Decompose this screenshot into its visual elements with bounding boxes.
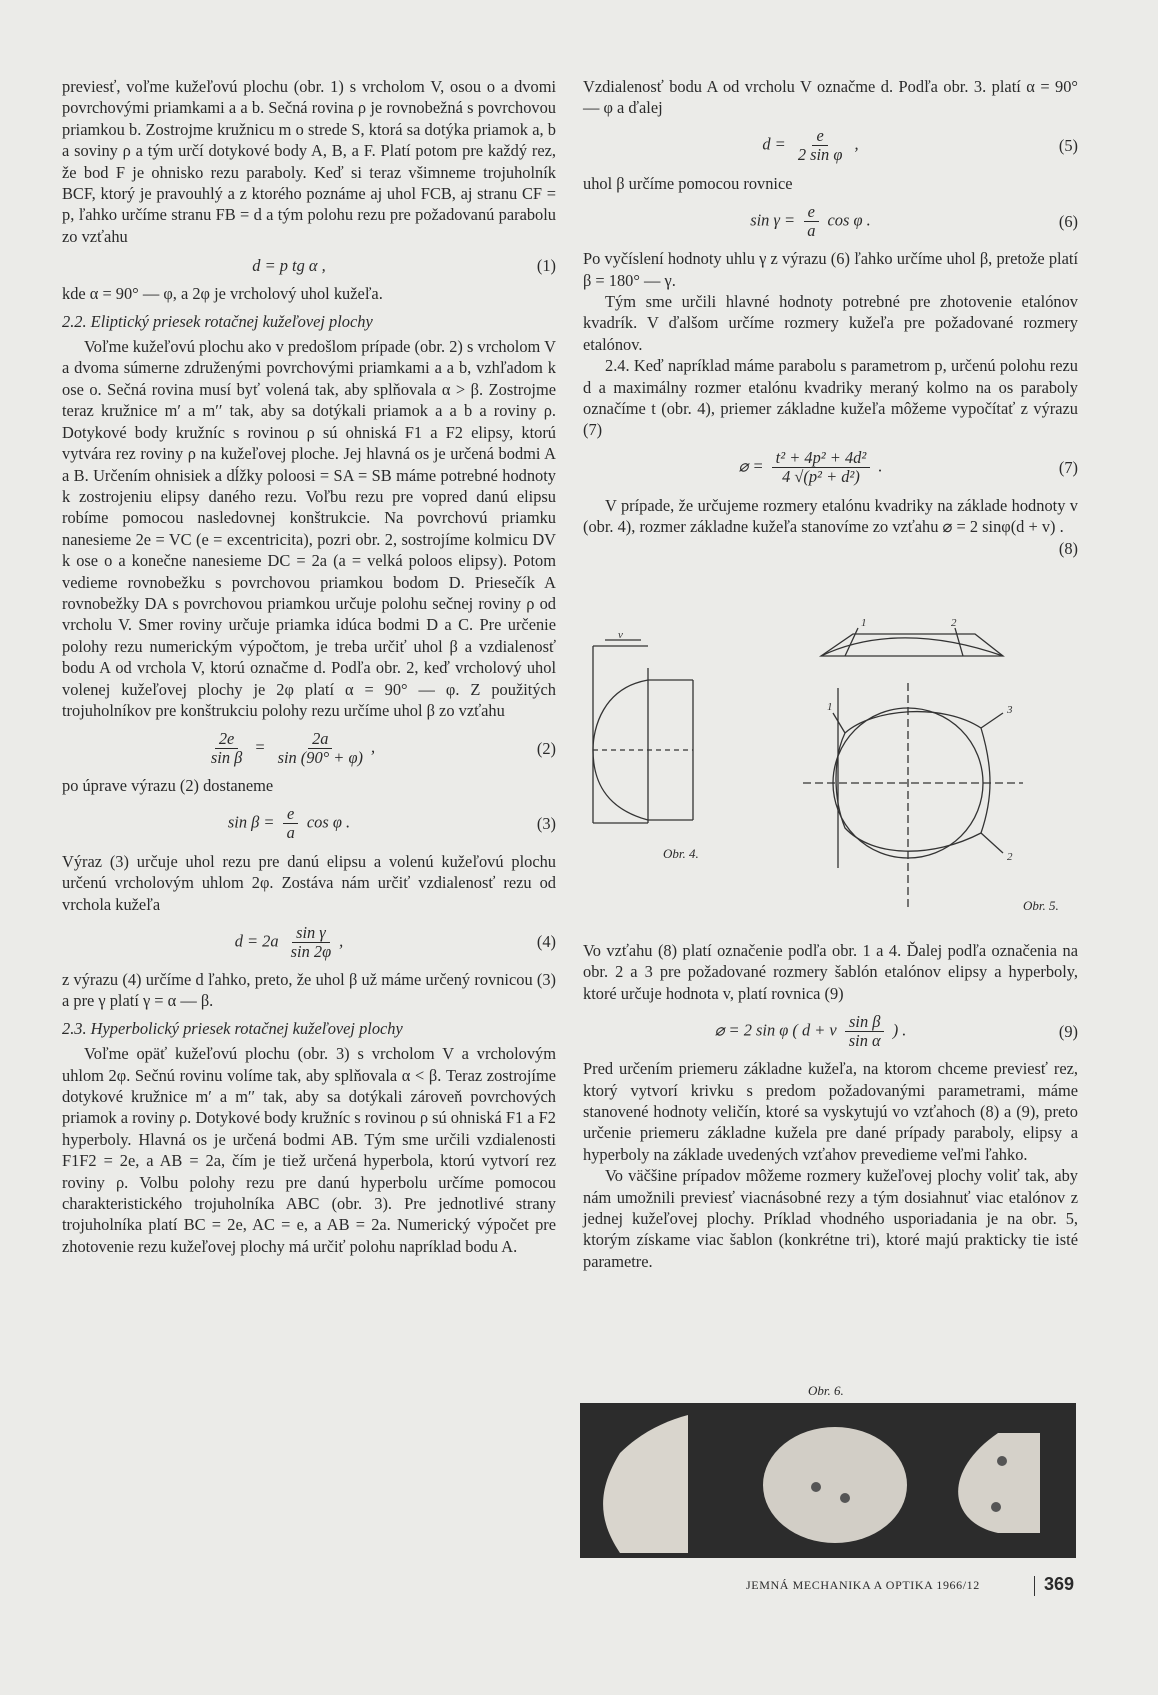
paragraph: kde α = 90° — φ, a 2φ je vrcholový uhol kužeľa. bbox=[62, 284, 383, 304]
paragraph: Vo vzťahu (8) platí označenie podľa obr. 1 a 4. Ďalej podľa označenia na obr. 2 a 3 pre požadované rozmery šablón etalónov elipsy a hyperboly, ktoré určuje hodnota v, platí rovnica (9) bbox=[583, 941, 1078, 1003]
journal-footer: JEMNÁ MECHANIKA A OPTIKA 1966/12 bbox=[746, 1578, 980, 1592]
equation-6 bbox=[583, 198, 1078, 244]
figure-label: 2 bbox=[1007, 851, 1013, 863]
equation-9 bbox=[583, 1008, 1078, 1054]
paragraph: Výraz (3) určuje uhol rezu pre danú elipsu a volenú kužeľovú plochu určenú vrcholovým uhlom 2φ. Zostáva nám určiť vzdialenosť rezu od vrchola kužeľa bbox=[62, 851, 556, 914]
right-column-bottom bbox=[583, 940, 1078, 1272]
figures-4-5 bbox=[583, 617, 1078, 918]
paragraph: Po vyčíslení hodnoty uhlu γ z výrazu (6) ľahko určíme uhol β, pretože platí β = 180° — γ. bbox=[583, 249, 1078, 290]
paragraph: 2.4. Keď napríklad máme parabolu s parametrom p, určenú polohu rezu d a maximálny rozmer etalónu kvadriky meraný kolmo na os paraboly označíme t (obr. 4), priemer základne kužeľa môžeme vypočítať z výrazu (7) bbox=[583, 356, 1078, 440]
paragraph: previesť, voľme kužeľovú plochu (obr. 1) s vrcholom V, osou o a dvomi povrchovými priamkami a a b. Sečná rovina ρ je rovnobežná s povrchovou priamkou b. Zostrojme kružnicu m o strede S, ktorá sa dotýka priamok a, b a soviny ρ a tým určí dotykové body A, B, a F. Platí potom pre každý rez, že bod F je ohnisko rezu paraboly. Keď si teraz všimneme trojuholník BCF, ktorý je pravouhlý a z ktorého poznáme aj uhol FCB, aj stranu CF = p, ľahko určíme stranu FB = d a tým polohu rezu pre požadovanú parabolu zo vzťahu bbox=[62, 77, 556, 246]
footer-separator bbox=[1034, 1576, 1035, 1596]
equation-expression: d = $\frac{e}{\text{2 sin φ}}$ , bbox=[762, 126, 859, 165]
paragraph: Voľme kužeľovú plochu ako v predošlom prípade (obr. 2) s vrcholom V a dvoma súmerne združenými povrchovými priamkami a a b, vzhľadom k ose o. Sečná rovina musí byť volená tak, aby splňovala α > β. Zostrojme teraz kružnice m′ a m′′ tak, aby sa dotýkali priamok a a b a roviny ρ. Dotykové body kružníc s rovinou ρ sú ohniská F1 a F2 elipsy, ktorú vytvára rez roviny ρ na kužeľovej ploche. Jej hlavná os je určená bodmi A a B. Určením ohnisiek a dĺžky poloosi = SA = SB máme potrebné hodnoty k zostrojeniu elipsy daného rezu. Voľbu rezu pre vopred danú elipsu robíme pomocou nasledovnej konštrukcie. Na povrchovú priamku nanesieme 2e = VC (e = excentricita), pozri obr. 2, sostrojíme kolmicu DV k ose o a konečne nanesieme DC = 2a (a = velká poloos elipsy). Potom vedieme rovnobežku s povrchovou priamkou bodom D. Priesečík A rovnobežky DA s povrchovou priamkou určuje polohu sečnej roviny ρ od vrcholu V. Smer roviny určuje priamka idúca bodmi D a C. Pre určenie polohy rezu numerickým výpočtom, je treba určiť uhol β a vzdialenosť bodu A od vrchola V, ktorú označme d. Podľa obr. 2, keď vrcholový uhol volenej kužeľovej plochy je 2φ platí α = 90° — φ. Z použitých trojuholníkov pre konštrukciu polohy rezu určíme uhol β zo vzťahu bbox=[62, 337, 556, 720]
equation-expression: $\frac{2e}{\text{sin β}}$ = $\frac{2a}{\sin (90^\circ + \varphi)}$ , bbox=[210, 728, 376, 767]
equation-expression: d = p tg α , bbox=[252, 255, 326, 275]
paragraph: uhol β určíme pomocou rovnice bbox=[583, 173, 793, 193]
left-column bbox=[62, 76, 556, 1257]
paragraph: Pred určením priemeru základne kužeľa, na ktorom chceme previesť rez, ktorý vytvorí krivku s predom požadovanými parametrami, máme stanovené hodnoty veličín, ktoré sa vyskytujú vo vzťahoch (8) a (9), preto určenie priemeru základne kužela pre dané prípady paraboly, elipsy a hyperboly na základe uvedených vzťahov prevedieme veľmi ľahko. bbox=[583, 1059, 1078, 1164]
paragraph: Vzdialenosť bodu A od vrcholu V označme d. Podľa obr. 3. platí α = 90° — φ a ďalej bbox=[583, 77, 1078, 118]
paragraph: po úprave výrazu (2) dostaneme bbox=[62, 776, 274, 796]
photo-etalons bbox=[580, 1403, 1076, 1558]
figure-caption: Obr. 5. bbox=[1023, 898, 1059, 913]
page-number: 369 bbox=[1044, 1574, 1075, 1594]
figure-label: v bbox=[618, 629, 623, 641]
paragraph: z výrazu (4) určíme d ľahko, preto, že uhol β už máme určený rovnicou (3) a pre γ platí γ = α — β. bbox=[62, 970, 556, 1011]
right-column-top bbox=[583, 76, 1078, 559]
equation-2 bbox=[62, 725, 556, 771]
equation-number: (1) bbox=[536, 255, 556, 275]
section-heading: 2.2. Eliptický priesek rotačnej kužeľovej plochy bbox=[62, 311, 373, 331]
equation-number: (4) bbox=[536, 932, 556, 952]
equation-number: (5) bbox=[1058, 136, 1078, 156]
equation-expression: sin β = $\frac{e}{a}$ cos φ . bbox=[227, 804, 351, 843]
equation-number: (8) bbox=[1058, 538, 1078, 558]
equation-number: (7) bbox=[1058, 458, 1078, 478]
equation-expression: d = 2a $\frac{\text{sin γ}}{\sin 2\varphi}$ , bbox=[234, 922, 344, 961]
figure-label: 1 bbox=[827, 701, 833, 713]
equation-number: (2) bbox=[536, 738, 556, 758]
equation-number: (3) bbox=[536, 814, 556, 834]
equation-1 bbox=[62, 251, 556, 279]
equation-5 bbox=[583, 123, 1078, 169]
figure-drawings bbox=[583, 617, 1078, 918]
figure-label: 3 bbox=[1007, 704, 1013, 716]
figure-caption: Obr. 4. bbox=[663, 846, 699, 861]
figure-label: 2 bbox=[951, 617, 957, 629]
paragraph: V prípade, že určujeme rozmery etalónu kvadriky na základe hodnoty v (obr. 4), rozmer základne kužeľa stanovíme zo vzťahu ⌀ = 2 sinφ(d + v) . bbox=[583, 495, 1078, 537]
photo-drawing bbox=[580, 1403, 1076, 1558]
equation-number: (6) bbox=[1058, 211, 1078, 231]
equation-expression: ⌀ = 2 sin φ ( d + v $\frac{\text{sin β}}{\text{sin α}}$ ) . bbox=[714, 1011, 907, 1050]
section-heading: 2.3. Hyperbolický priesek rotačnej kužeľovej plochy bbox=[62, 1018, 403, 1038]
equation-4 bbox=[62, 919, 556, 965]
paragraph: Tým sme určili hlavné hodnoty potrebné pre zhotovenie etalónov kvadrík. V ďalšom určíme rozmery kužeľa pre požadované rozmery etalónov. bbox=[583, 292, 1078, 354]
equation-3 bbox=[62, 801, 556, 847]
figure-caption: Obr. 6. bbox=[808, 1383, 844, 1398]
equation-expression: sin γ = $\frac{e}{a}$ cos φ . bbox=[750, 201, 871, 240]
figure-label: 1 bbox=[861, 617, 867, 629]
equation-7 bbox=[583, 445, 1078, 491]
equation-expression: ⌀ = $\frac{\text{t² + 4p² + 4d²}}{\text{4 √(p² + d²)}}$ . bbox=[738, 448, 883, 487]
equation-number: (9) bbox=[1058, 1021, 1078, 1041]
paragraph: Vo väčšine prípadov môžeme rozmery kužeľovej plochy voliť tak, aby nám umožnili previesť viacnásobné rezy a tým dosiahnuť viac etalónov z jednej kužeľovej plochy. Príklad vhodného usporiadania je na obr. 5, ktorým získame viac šablon (konkrétne tri), ktoré majú prakticky tie isté parametre. bbox=[583, 1166, 1078, 1271]
paragraph: Voľme opäť kužeľovú plochu (obr. 3) s vrcholom V a vrcholovým uhlom 2φ. Sečnú rovinu volíme tak, aby splňovala α < β. Teraz zostrojíme dotykové kružnice m′ a m′′ tak, aby sa dotýkali zároveň povrchových priamok a roviny ρ. Dotykové body kružníc s rovinou ρ sú ohniská F1 a F2 hyperboly. Hlavná os je určená bodmi AB. Tým sme určili vzdialenosti F1F2 = 2e, a AB = 2a, čím je tiež určená hyperbola, ktorú vytvorí rez roviny ρ. Volbu polohy rezu pre danú hyperbolu určíme pomocou charakteristického trojuholníka ABC (obr. 3). Pre jednotlivé strany trojuholníka platí BC = 2e, AC = e, a AB = 2a. Numerický výpočet pre zhotovenie rezu kužeľovej plochy má určiť polohu napríklad bodu A. bbox=[62, 1044, 556, 1256]
